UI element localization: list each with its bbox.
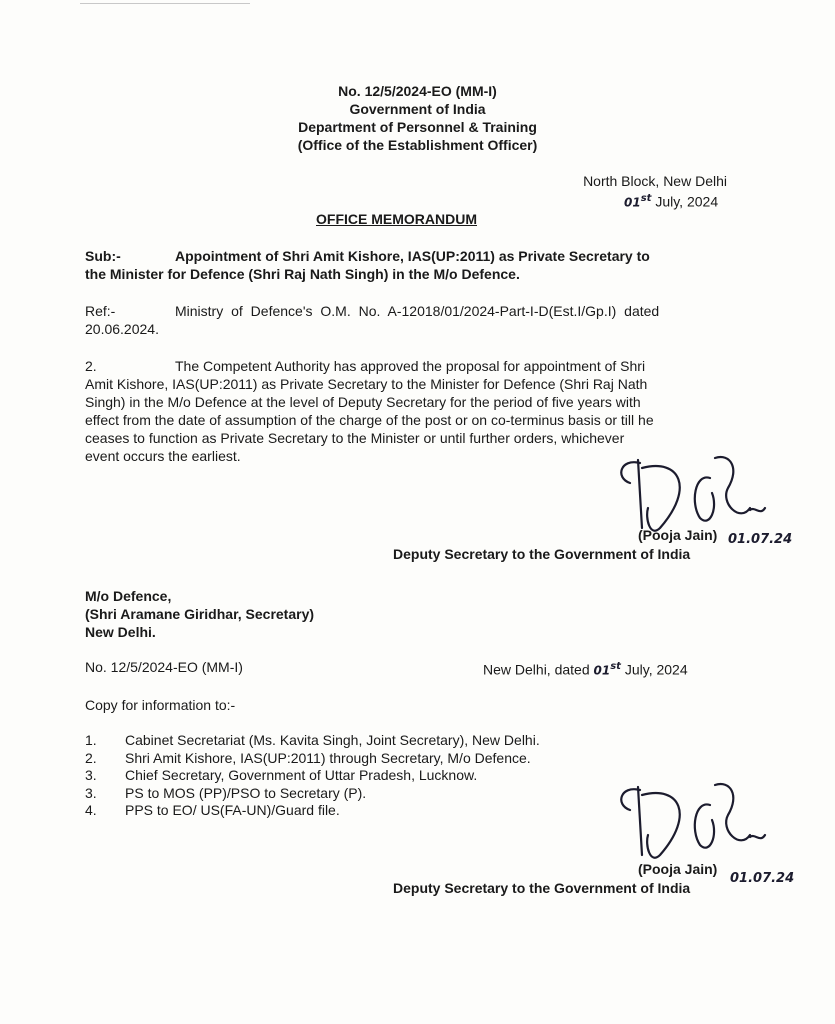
department-name: Department of Personnel & Training	[298, 119, 537, 135]
list-item: 4. PPS to EO/ US(FA-UN)/Guard file.	[85, 802, 340, 818]
reference-label: Ref:-	[85, 303, 116, 319]
date-rest: July, 2024	[655, 193, 719, 210]
copy-memo-number: No. 12/5/2024-EO (MM-I)	[85, 659, 243, 675]
handwritten-date-suffix: st	[640, 193, 652, 204]
list-item: 3. Chief Secretary, Government of Uttar Pradesh, Lucknow.	[85, 767, 478, 783]
copy-handwritten-day: 01	[593, 663, 611, 678]
subject-line-1: Appointment of Shri Amit Kishore, IAS(UP:2011) as Private Secretary to	[175, 248, 650, 264]
para-number: 2.	[85, 358, 97, 374]
reference-line-2: 20.06.2024.	[85, 321, 159, 337]
copy-intro: Copy for information to:-	[85, 697, 236, 713]
para-line-1: The Competent Authority has approved the proposal for appointment of Shri	[175, 358, 646, 374]
list-item: 1. Cabinet Secretariat (Ms. Kavita Singh, Joint Secretary), New Delhi.	[85, 732, 540, 748]
subject-label: Sub:-	[85, 248, 121, 264]
list-item: 3. PS to MOS (PP)/PSO to Secretary (P).	[85, 784, 367, 801]
para-line-2: Amit Kishore, IAS(UP:2011) as Private Secretary to the Minister for Defence (Shri Raj Nath	[85, 376, 648, 392]
memo-number: No. 12/5/2024-EO (MM-I)	[338, 83, 497, 99]
place-date	[624, 190, 718, 212]
addressee-line-1: M/o Defence,	[85, 588, 172, 604]
page-title: OFFICE MEMORANDUM	[316, 211, 477, 227]
para-line-5: ceases to function as Private Secretary to the Minister or until further orders, whichever	[85, 430, 625, 446]
signatory-2-name: (Pooja Jain)	[638, 861, 718, 877]
signature-1-date: 01.07.24	[728, 532, 793, 547]
addressee-line-3: New Delhi.	[85, 624, 156, 640]
office-name: (Office of the Establishment Officer)	[297, 137, 538, 153]
signatory-1-designation: Deputy Secretary to the Government of India	[393, 546, 691, 562]
handwritten-date-day: 01	[624, 195, 641, 210]
copy-handwritten-suffix: st	[610, 661, 621, 672]
copy-date-line	[483, 658, 688, 680]
government-name: Government of India	[349, 101, 486, 117]
reference-line-1: Ministry of Defence's O.M. No. A-12018/01/2024-Part-I-D(Est.I/Gp.I) dated	[175, 303, 660, 319]
para-line-3: Singh) in the M/o Defence at the level of Deputy Secretary for the period of five years with	[85, 394, 641, 410]
subject-line-2: the Minister for Defence (Shri Raj Nath Singh) in the M/o Defence.	[85, 266, 520, 282]
list-item: 2. Shri Amit Kishore, IAS(UP:2011) through Secretary, M/o Defence.	[85, 749, 531, 766]
signatory-2-designation: Deputy Secretary to the Government of India	[393, 880, 691, 896]
scan-edge-line	[80, 3, 250, 4]
para-line-6: event occurs the earliest.	[85, 448, 241, 464]
copy-date-rest: July, 2024	[624, 661, 688, 678]
copy-dated-prefix: New Delhi, dated	[483, 661, 590, 678]
place-location: North Block, New Delhi	[583, 173, 727, 189]
signatory-1-name: (Pooja Jain)	[638, 527, 718, 543]
para-line-4: effect from the date of assumption of the charge of the post or on co-terminus basis or till he	[85, 412, 654, 428]
addressee-line-2: (Shri Aramane Giridhar, Secretary)	[85, 606, 315, 622]
signature-2-date: 01.07.24	[730, 871, 795, 886]
